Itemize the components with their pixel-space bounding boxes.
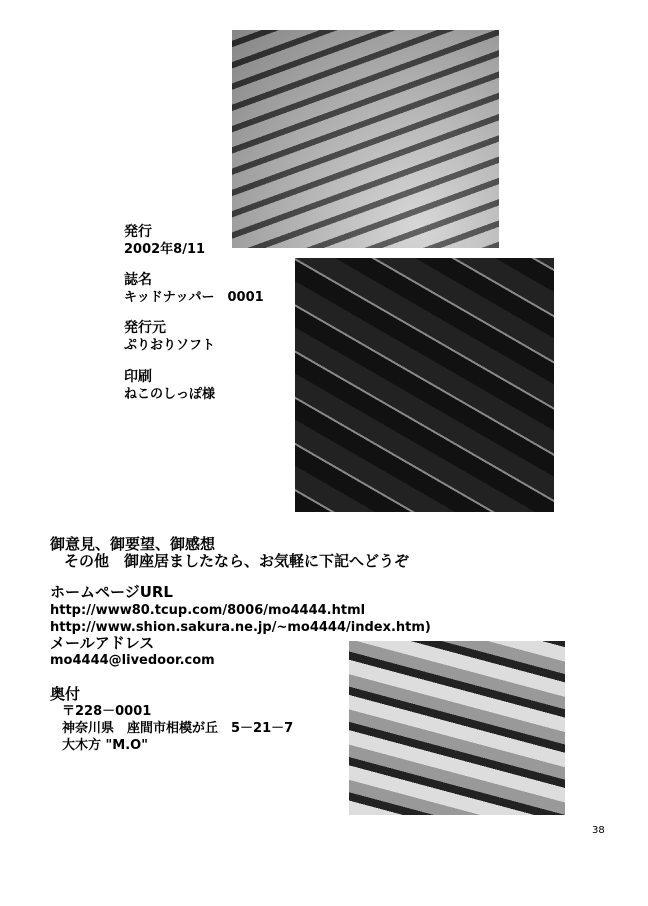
feedback-message: その他 御座居ましたなら、お気軽に下記へどうぞ — [64, 552, 410, 570]
book-title: キッドナッパー 0001 — [124, 290, 264, 305]
circuit-board-photo — [295, 258, 554, 512]
email-label: メールアドレス — [50, 634, 155, 652]
okuzuke-label: 奥付 — [50, 685, 81, 703]
homepage-label: ホームページURL — [50, 583, 173, 601]
page-number: 38 — [592, 825, 605, 836]
address: 神奈川県 座間市相模が丘 5－21－7 — [62, 721, 294, 736]
collage-photo — [349, 641, 565, 815]
issue-date: 2002年8/11 — [124, 242, 206, 257]
issue-label: 発行 — [124, 224, 152, 240]
email-address[interactable]: mo4444@livedoor.com — [50, 653, 215, 668]
homepage-url-2[interactable]: http://www.shion.sakura.ne.jp/~mo4444/index.htm) — [50, 620, 431, 635]
care-of: 大木方 "M.O" — [62, 738, 148, 753]
homepage-url-1[interactable]: http://www80.tcup.com/8006/mo4444.html — [50, 603, 366, 618]
title-label: 誌名 — [124, 272, 152, 288]
publisher: ぷりおりソフト — [124, 338, 216, 353]
feedback-heading: 御意見、御要望、御感想 — [50, 535, 216, 553]
publisher-label: 発行元 — [124, 320, 166, 336]
printer-label: 印刷 — [124, 369, 152, 385]
postal-code: 〒228－0001 — [62, 704, 152, 719]
keyboard-photo — [232, 30, 499, 248]
printer: ねこのしっぽ様 — [124, 387, 216, 402]
